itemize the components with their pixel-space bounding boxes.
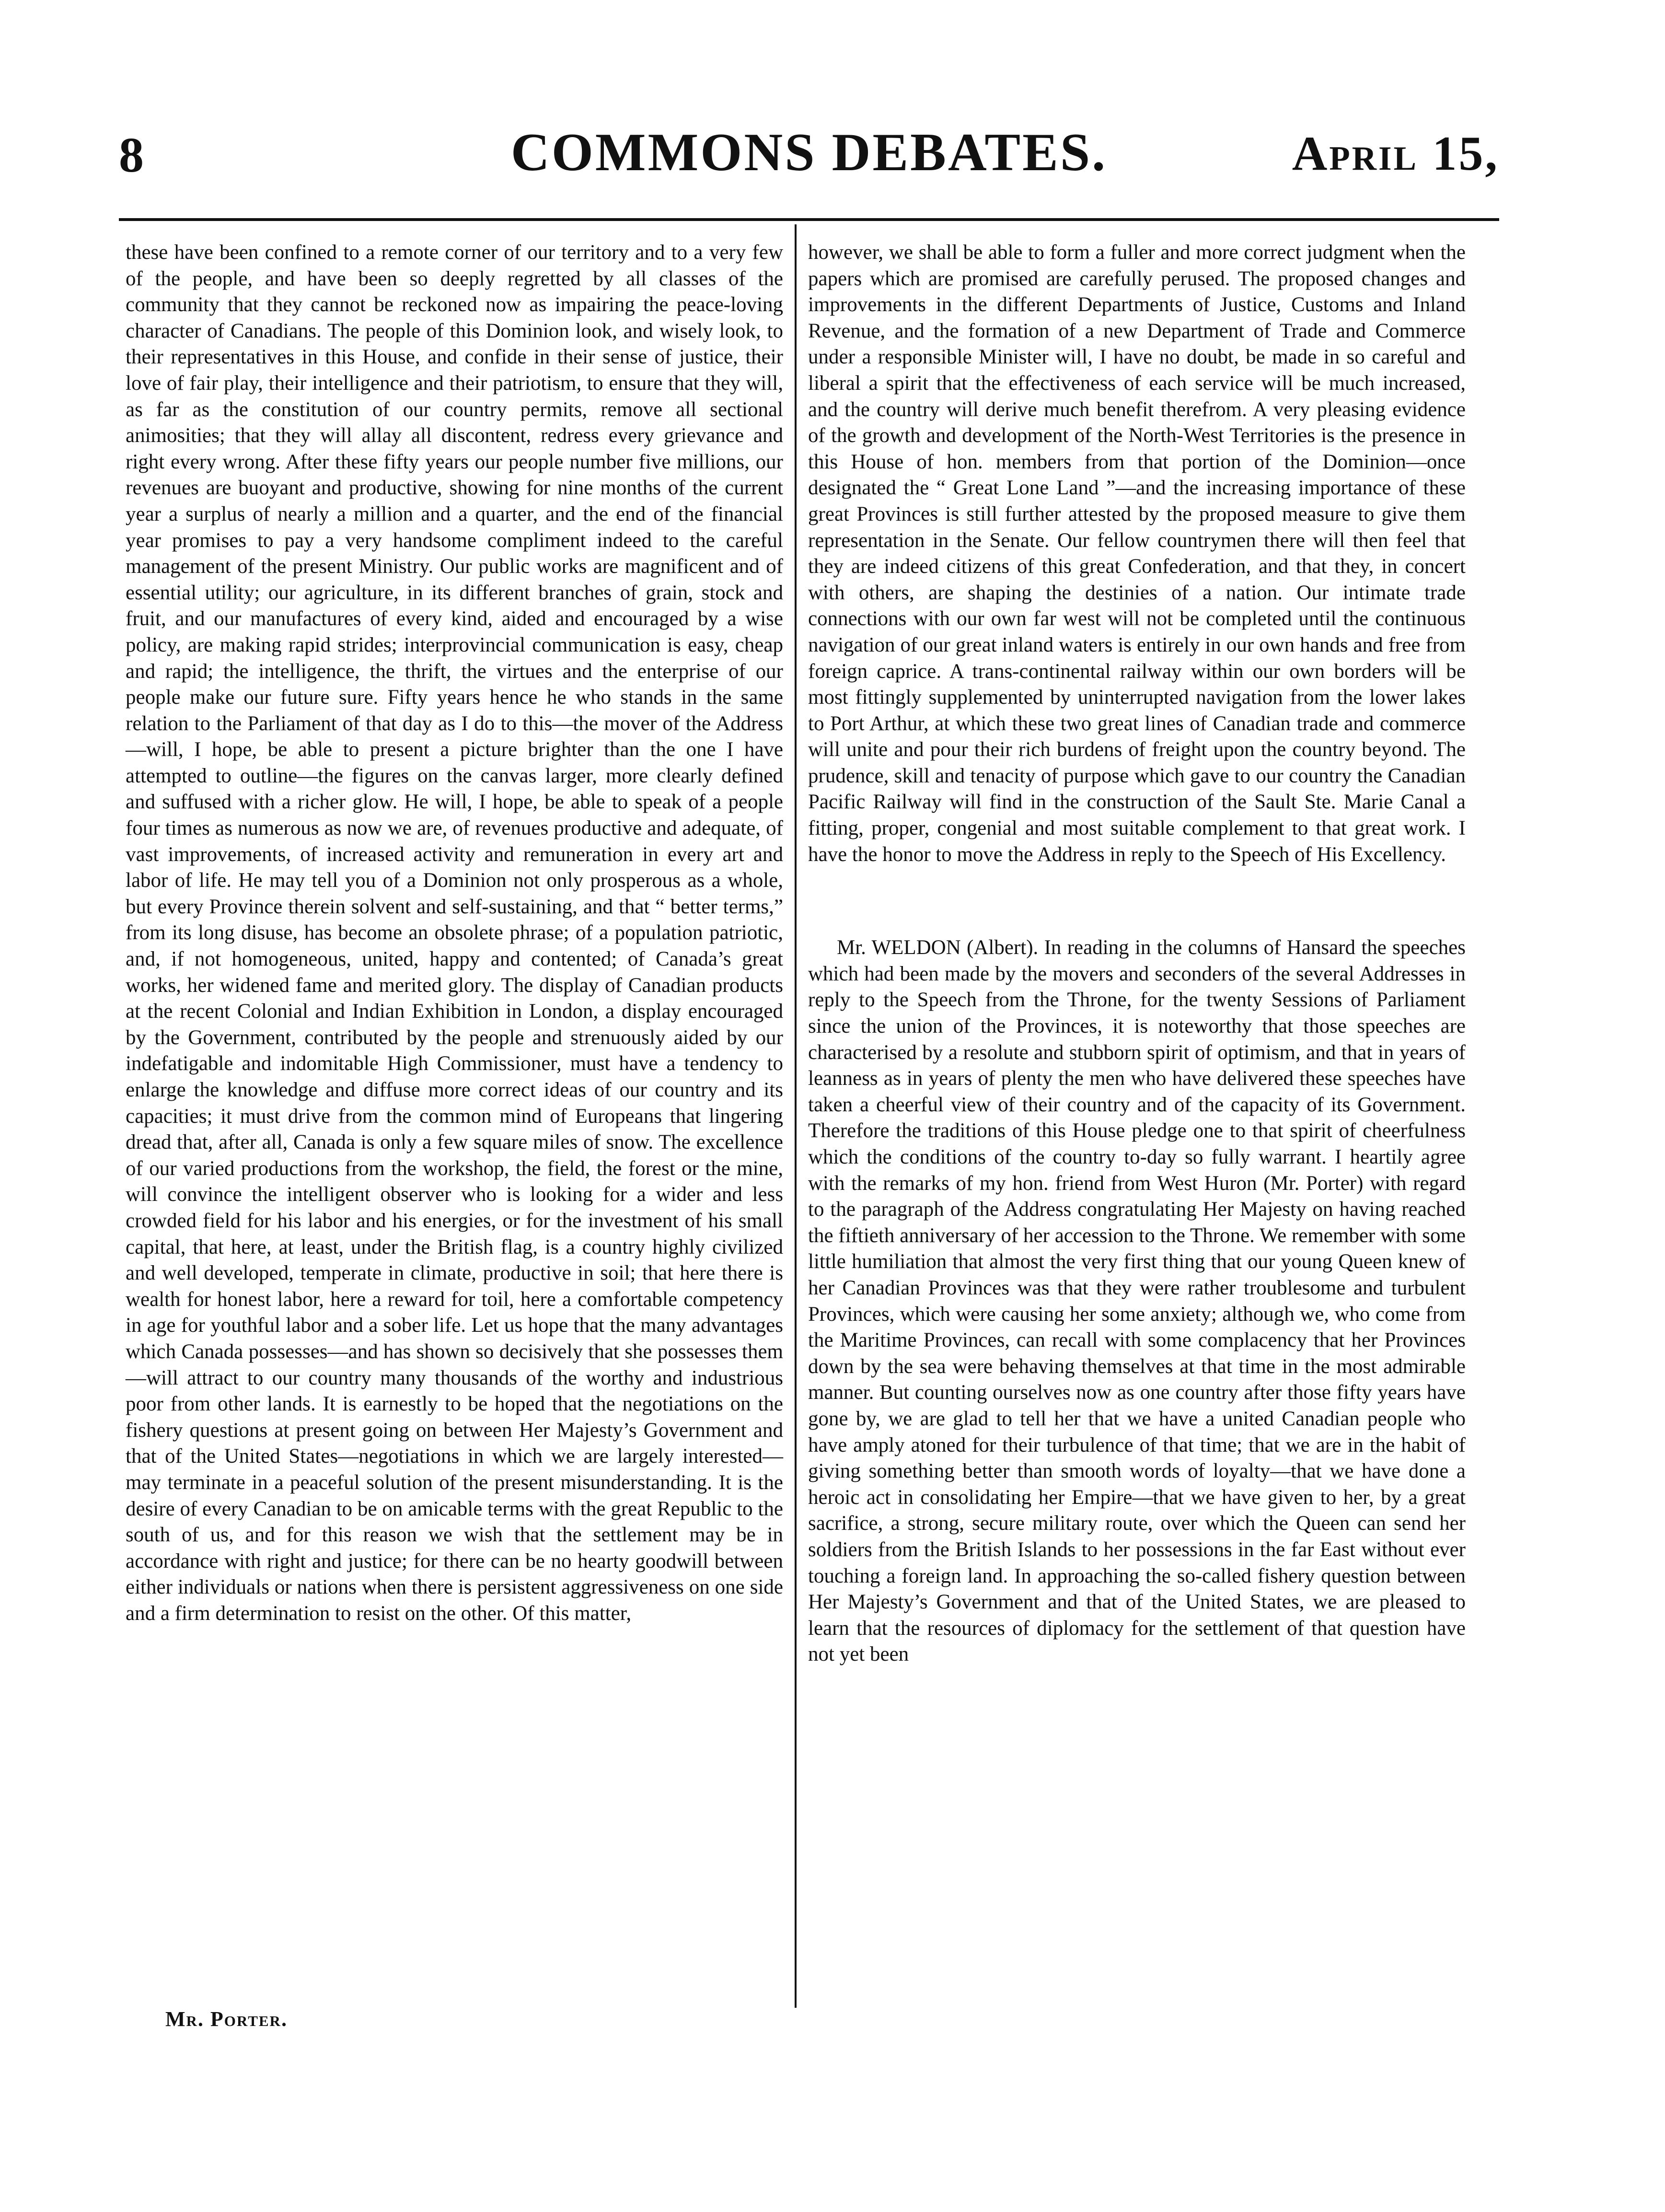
left-column-paragraph: these have been confined to a remote corner of our territory and to a very few of the people, and have been so deeply regretted by all classes of the community that they cannot be reckoned now as impairing the peace-loving character of Canadians. The people of this Dominion look, and wisely look, to their representatives in this House, and confide in their sense of justice, their love of fair play, their intelligence and their patriotism, to ensure that they will, as far as the constitution of our country permits, remove all sectional animosities; that they will allay all discontent, redress every grievance and right every wrong. After these fifty years our people number five millions, our revenues are buoyant and productive, showing for nine months of the current year a surplus of nearly a million and a quarter, and the end of the financial year promises to pay a very handsome compliment indeed to the careful management of the present Ministry. Our public works are magnificent and of essential utility; our agriculture, in its different branches of grain, stock and fruit, and our manufactures of every kind, aided and encouraged by a wise policy, are making rapid strides; interprovincial communication is easy, cheap and rapid; the intelligence, the thrift, the virtues and the enterprise of our people make our future sure. Fifty years hence he who stands in the same relation to the Parliament of that day as I do to this—the mover of the Address—will, I hope, be able to present a picture brighter than the one I have attempted to outline—the figures on the canvas larger, more clearly defined and suffused with a richer glow. He will, I hope, be able to speak of a people four times as numerous as now we are, of revenues productive and adequate, of vast improvements, of increased activity and remuneration in every art and labor of life. He may tell you of a Dominion not only prosperous as a whole, but every Province therein solvent and self-sustaining, and that “ better terms,” from its long disuse, has become an obsolete phrase; of a population patriotic, and, if not homogeneous, united, happy and contented; of Canada’s great works, her widened fame and merited glory. The display of Canadian products at the recent Colonial and Indian Exhibition in London, a display encouraged by the Government, contributed by the people and strenuously aided by our indefatigable and indomitable High Commissioner, must have a tendency to enlarge the knowledge and diffuse more correct ideas of our country and its capacities; it must drive from the common mind of Europeans that lingering dread that, after all, Canada is only a few square miles of snow. The excellence of our varied productions from the workshop, the field, the forest or the mine, will convince the intelligent observer who is looking for a wider and less crowded field for his labor and his energies, or for the investment of his small capital, that here, at least, under the British flag, is a country highly civilized and well developed, temperate in climate, productive in soil; that here there is wealth for honest labor, here a reward for toil, here a comfortable competency in age for youthful labor and a sober life. Let us hope that the many advantages which Canada possesses—and has shown so decisively that she possesses them—will attract to our country many thousands of the worthy and industrious poor from other lands. It is earnestly to be hoped that the negotiations on the fishery questions at present going on between Her Majesty’s Government and that of the United States—negotiations in which we are largely interested—may terminate in a peaceful solution of the present misunderstanding. It is the desire of every Canadian to be on amicable terms with the great Republic to the south of us, and for this reason we wish that the settlement may be in accordance with right and justice; for there can be no hearty goodwill between either individuals or nations when there is persistent aggressiveness on one side and a firm determination to resist on the other. Of this matter, [126, 241, 783, 1625]
column-divider [795, 224, 797, 2008]
right-column [808, 240, 1466, 1668]
page-number: 8 [119, 128, 144, 183]
header-rule [119, 218, 1499, 221]
right-column-paragraph-1: however, we shall be able to form a fuller and more correct judgment when the papers which are promised are carefully perused. The proposed changes and improvements in the different Departments of Justice, Customs and Inland Revenue, and the formation of a new Department of Trade and Commerce under a responsible Minister will, I have no doubt, be made in so careful and liberal a spirit that the effectiveness of each service will be much increased, and the country will derive much benefit therefrom. A very pleasing evidence of the growth and development of the North-West Territories is the presence in this House of hon. members from that portion of the Dominion—once designated the “ Great Lone Land ”—and the increasing importance of these great Provinces is still further attested by the proposed measure to give them representation in the Senate. Our fellow countrymen there will then feel that they are indeed citizens of this great Confederation, and that they, in concert with others, are shaping the destinies of a nation. Our intimate trade connections with our own far west will not be completed until the continuous navigation of our great inland waters is entirely in our own hands and free from foreign caprice. A trans-continental railway within our own borders will be most fittingly supplemented by uninterrupted navigation from the lower lakes to Port Arthur, at which these two great lines of Canadian trade and commerce will unite and pour their rich burdens of freight upon the country beyond. The prudence, skill and tenacity of purpose which gave to our country the Canadian Pacific Railway will find in the construction of the Sault Ste. Marie Canal a fitting, proper, congenial and most suitable complement to that great work. I have the honor to move the Address in reply to the Speech of His Excellency. [808, 241, 1466, 866]
speaker-footer: Mr. Porter. [165, 2007, 288, 2031]
left-column [126, 240, 783, 1627]
page-header [119, 123, 1499, 198]
right-column-paragraph-2: Mr. WELDON (Albert). In reading in the columns of Hansard the speeches which had been made by the movers and seconders of the several Addresses in reply to the Speech from the Throne, for the twenty Sessions of Parliament since the union of the Provinces, it is noteworthy that those speeches are characterised by a resolute and stubborn spirit of optimism, and that in years of leanness as in years of plenty the men who have delivered these speeches have taken a cheerful view of their country and of the capacity of its Government. Therefore the traditions of this House pledge one to that spirit of cheerfulness which the conditions of the country to-day so fully warrant. I heartily agree with the remarks of my hon. friend from West Huron (Mr. Porter) with regard to the paragraph of the Address congratulating Her Majesty on having reached the fiftieth anniversary of her accession to the Throne. We remember with some little humiliation that almost the very first thing that our young Queen knew of her Canadian Provinces was that they were rather troublesome and turbulent Provinces, which were causing her some anxiety; although we, who come from the Maritime Provinces, can recall with some complacency that her Provinces down by the sea were behaving themselves at that time in the most admirable manner. But counting ourselves now as one country after those fifty years have gone by, we are glad to tell her that we have a united Canadian people who have amply atoned for their turbulence of that time; that we are in the habit of giving something better than smooth words of loyalty—that we have done a heroic act in consolidating her Empire—that we have given to her, by a great sacrifice, a strong, secure military route, over which the Queen can send her soldiers from the British Islands to her possessions in the far East without ever touching a foreign land. In approaching the so-called fishery question between Her Majesty’s Government and that of the United States, we are pleased to learn that the resources of diplomacy for the settlement of that question have not yet been [808, 936, 1466, 1666]
header-date: April 15, [1292, 127, 1499, 181]
publication-title: COMMONS DEBATES. [510, 123, 1108, 182]
